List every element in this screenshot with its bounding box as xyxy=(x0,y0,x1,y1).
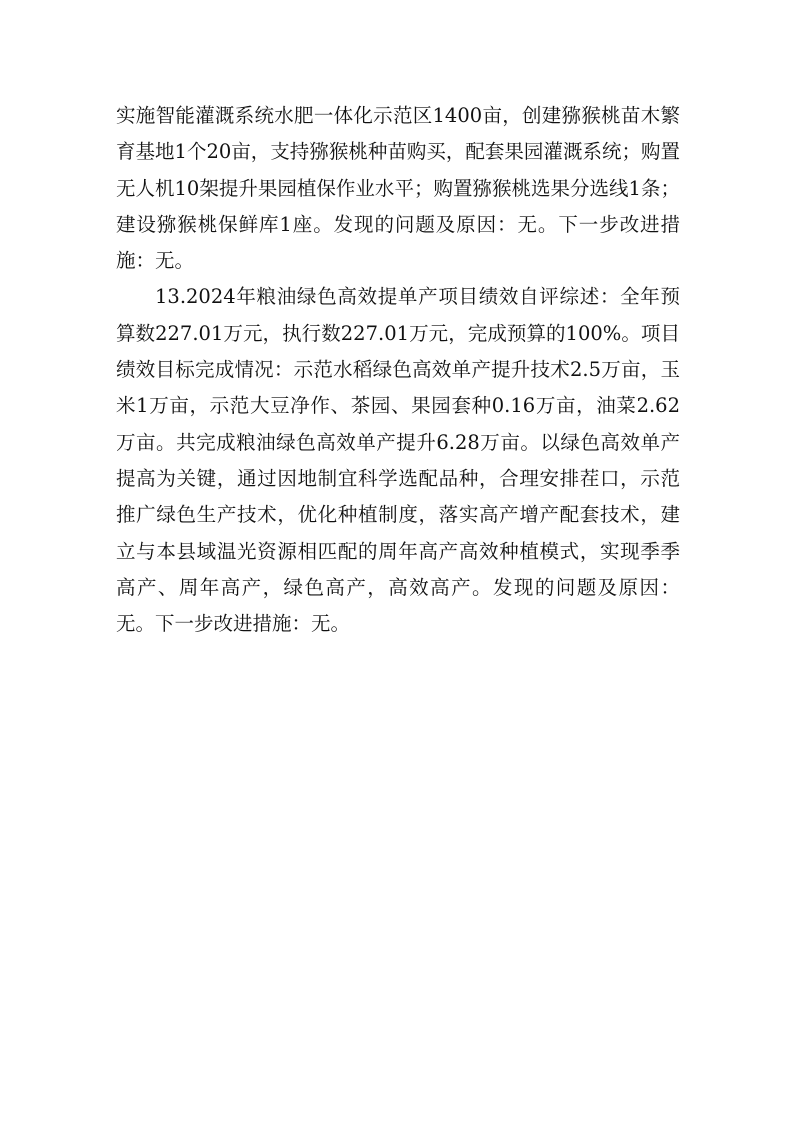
paragraph-item-13: 13.2024年粮油绿色高效提单产项目绩效自评综述：全年预算数227.01万元，执行数227.01万元，完成预算的100%。项目绩效目标完成情况：示范水稻绿色高效单产提升技术2.5万亩，玉米1万亩，示范大豆净作、茶园、果园套种0.16万亩，油菜2.62万亩。共完成粮油绿色高效单产提升6.28万亩。以绿色高效单产提高为关键，通过因地制宜科学选配品种，合理安排茬口，示范推广绿色生产技术，优化种植制度，落实高产增产配套技术，建立与本县域温光资源相匹配的周年高产高效种植模式，实现季季高产、周年高产，绿色高产，高效高产。发现的问题及原因：无。下一步改进措施：无。 xyxy=(116,285,680,636)
document-body xyxy=(116,98,680,642)
paragraph-continuation: 实施智能灌溉系统水肥一体化示范区1400亩，创建猕猴桃苗木繁育基地1个20亩，支持猕猴桃种苗购买，配套果园灌溉系统；购置无人机10架提升果园植保作业水平；购置猕猴桃选果分选线1条；建设猕猴桃保鲜库1座。发现的问题及原因：无。下一步改进措施：无。 xyxy=(116,104,680,273)
